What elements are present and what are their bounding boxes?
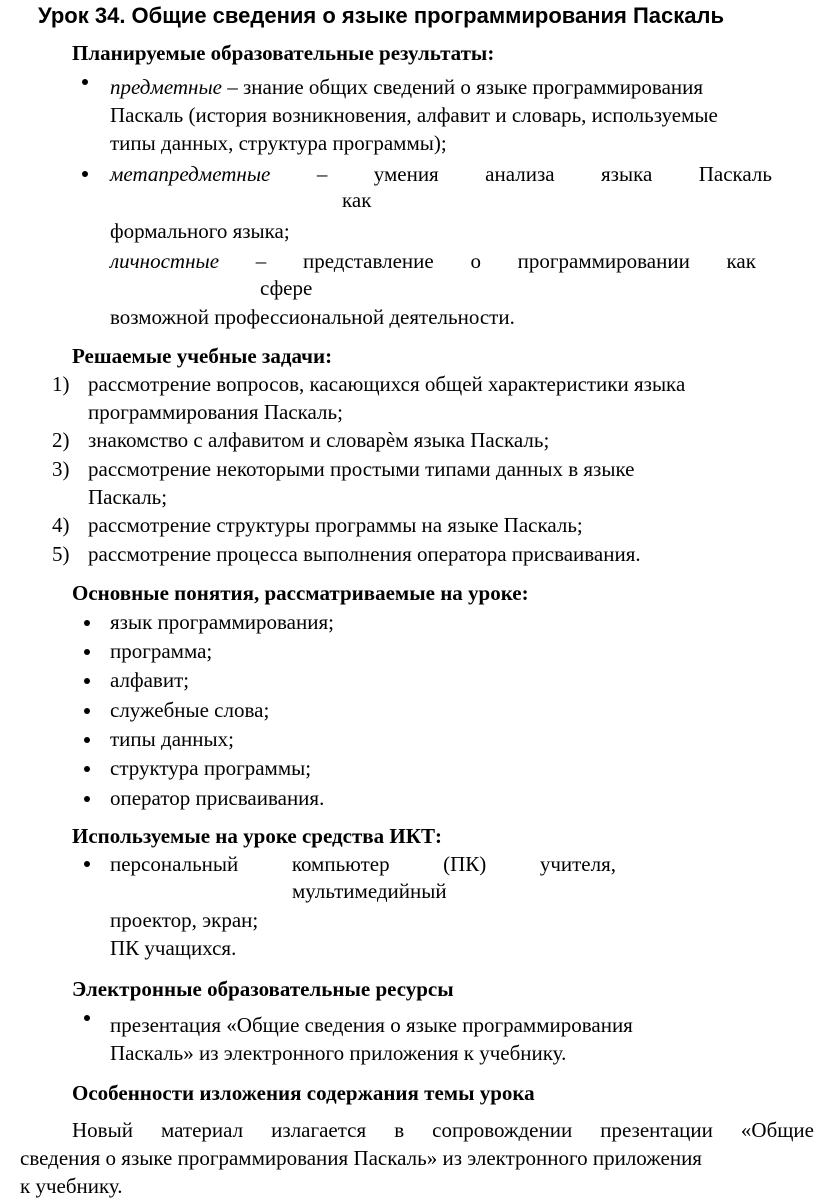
ict-line1 xyxy=(110,850,616,878)
task-text: рассмотрение некоторыми простыми типами данных в языке xyxy=(88,457,635,481)
word: представление xyxy=(302,249,434,273)
features-line3: к учебнику. xyxy=(20,1174,123,1198)
bullet-icon xyxy=(82,79,88,85)
ict-heading: Используемые на уроке средства ИКТ: xyxy=(72,824,442,848)
task-text: рассмотрение процесса выполнения оператора присваивания. xyxy=(88,542,641,566)
word: языка xyxy=(601,162,653,186)
task-text: знакомство с алфавитом и словарѐм языка Паскаль; xyxy=(88,428,550,452)
result-meta-wrap: как xyxy=(342,188,372,212)
result-meta-line1 xyxy=(110,160,772,188)
word: умения xyxy=(373,162,439,186)
bullet-icon xyxy=(84,861,90,867)
word: анализа xyxy=(485,162,555,186)
concept-item: типы данных; xyxy=(110,727,234,751)
task-text: рассмотрение структуры программы на языке Паскаль; xyxy=(88,513,583,537)
word: презентации xyxy=(600,1118,713,1142)
word: Новый xyxy=(72,1118,133,1142)
concepts-heading: Основные понятия, рассматриваемые на уроке: xyxy=(72,581,529,605)
result-personal-wrap: сфере xyxy=(260,276,313,300)
concept-item: оператор присваивания. xyxy=(110,786,325,810)
result-subject-line2: Паскаль (история возникновения, алфавит и словарь, используемые xyxy=(110,103,718,127)
word: излагается xyxy=(271,1118,367,1142)
result-personal-label: личностные xyxy=(110,249,220,273)
bullet-icon xyxy=(84,766,90,772)
bullet-icon xyxy=(84,1015,90,1021)
bullet-icon xyxy=(84,796,90,802)
task-number: 1) xyxy=(52,372,70,396)
concept-item: структура программы; xyxy=(110,756,312,780)
task-text: рассмотрение вопросов, касающихся общей характеристики языка xyxy=(88,372,686,396)
task-number: 5) xyxy=(52,542,70,566)
result-subject-label: предметные xyxy=(110,75,222,99)
page-title: Урок 34. Общие сведения о языке программирования Паскаль xyxy=(38,3,725,28)
result-subject-line1 xyxy=(110,73,703,101)
result-personal-line1 xyxy=(110,247,756,275)
word: персональный xyxy=(110,852,239,876)
word: сопровождении xyxy=(432,1118,573,1142)
features-line2: сведения о языке программирования Паскаль» из электронного приложения xyxy=(20,1146,702,1170)
word: в xyxy=(394,1118,405,1142)
task-text-cont: Паскаль; xyxy=(88,485,168,509)
concept-item: служебные слова; xyxy=(110,698,270,722)
concept-item: программа; xyxy=(110,639,213,663)
bullet-icon xyxy=(84,708,90,714)
ict-line2: проектор, экран; xyxy=(110,908,259,932)
tasks-heading: Решаемые учебные задачи: xyxy=(72,344,333,368)
word: компьютер xyxy=(291,852,390,876)
bullet-icon xyxy=(84,737,90,743)
bullet-icon xyxy=(84,620,90,626)
result-personal-line2: возможной профессиональной деятельности. xyxy=(110,305,515,329)
task-number: 2) xyxy=(52,428,70,452)
ict-line3: ПК учащихся. xyxy=(110,936,237,960)
word: – xyxy=(316,162,328,186)
concept-item: язык программирования; xyxy=(110,610,334,634)
word: материал xyxy=(160,1118,244,1142)
bullet-icon xyxy=(84,649,90,655)
word: учителя, xyxy=(539,852,616,876)
eor-heading: Электронные образовательные ресурсы xyxy=(72,977,454,1001)
ict-wrap: мультимедийный xyxy=(292,879,447,903)
word: «Общие xyxy=(740,1118,814,1142)
result-meta-label: метапредметные xyxy=(110,162,271,186)
word: как xyxy=(726,249,756,273)
bullet-icon xyxy=(84,678,90,684)
eor-line2: Паскаль» из электронного приложения к учебнику. xyxy=(110,1041,567,1065)
bullet-icon xyxy=(82,171,88,177)
result-subject-text: – знание общих сведений о языке программирования xyxy=(227,75,704,99)
word: – xyxy=(255,249,267,273)
word: Паскаль xyxy=(698,162,772,186)
result-subject-line3: типы данных, структура программы); xyxy=(110,131,447,155)
task-number: 3) xyxy=(52,457,70,481)
word: (ПК) xyxy=(443,852,487,876)
word: о xyxy=(470,249,481,273)
results-heading: Планируемые образовательные результаты: xyxy=(72,41,495,65)
word: программировании xyxy=(517,249,690,273)
eor-line1: презентация «Общие сведения о языке программирования xyxy=(110,1013,633,1037)
features-heading: Особенности изложения содержания темы урока xyxy=(72,1081,535,1105)
task-number: 4) xyxy=(52,513,70,537)
result-meta-line2: формального языка; xyxy=(110,219,290,243)
task-text-cont: программирования Паскаль; xyxy=(88,400,343,424)
concept-item: алфавит; xyxy=(110,668,190,692)
features-line1 xyxy=(72,1116,814,1144)
